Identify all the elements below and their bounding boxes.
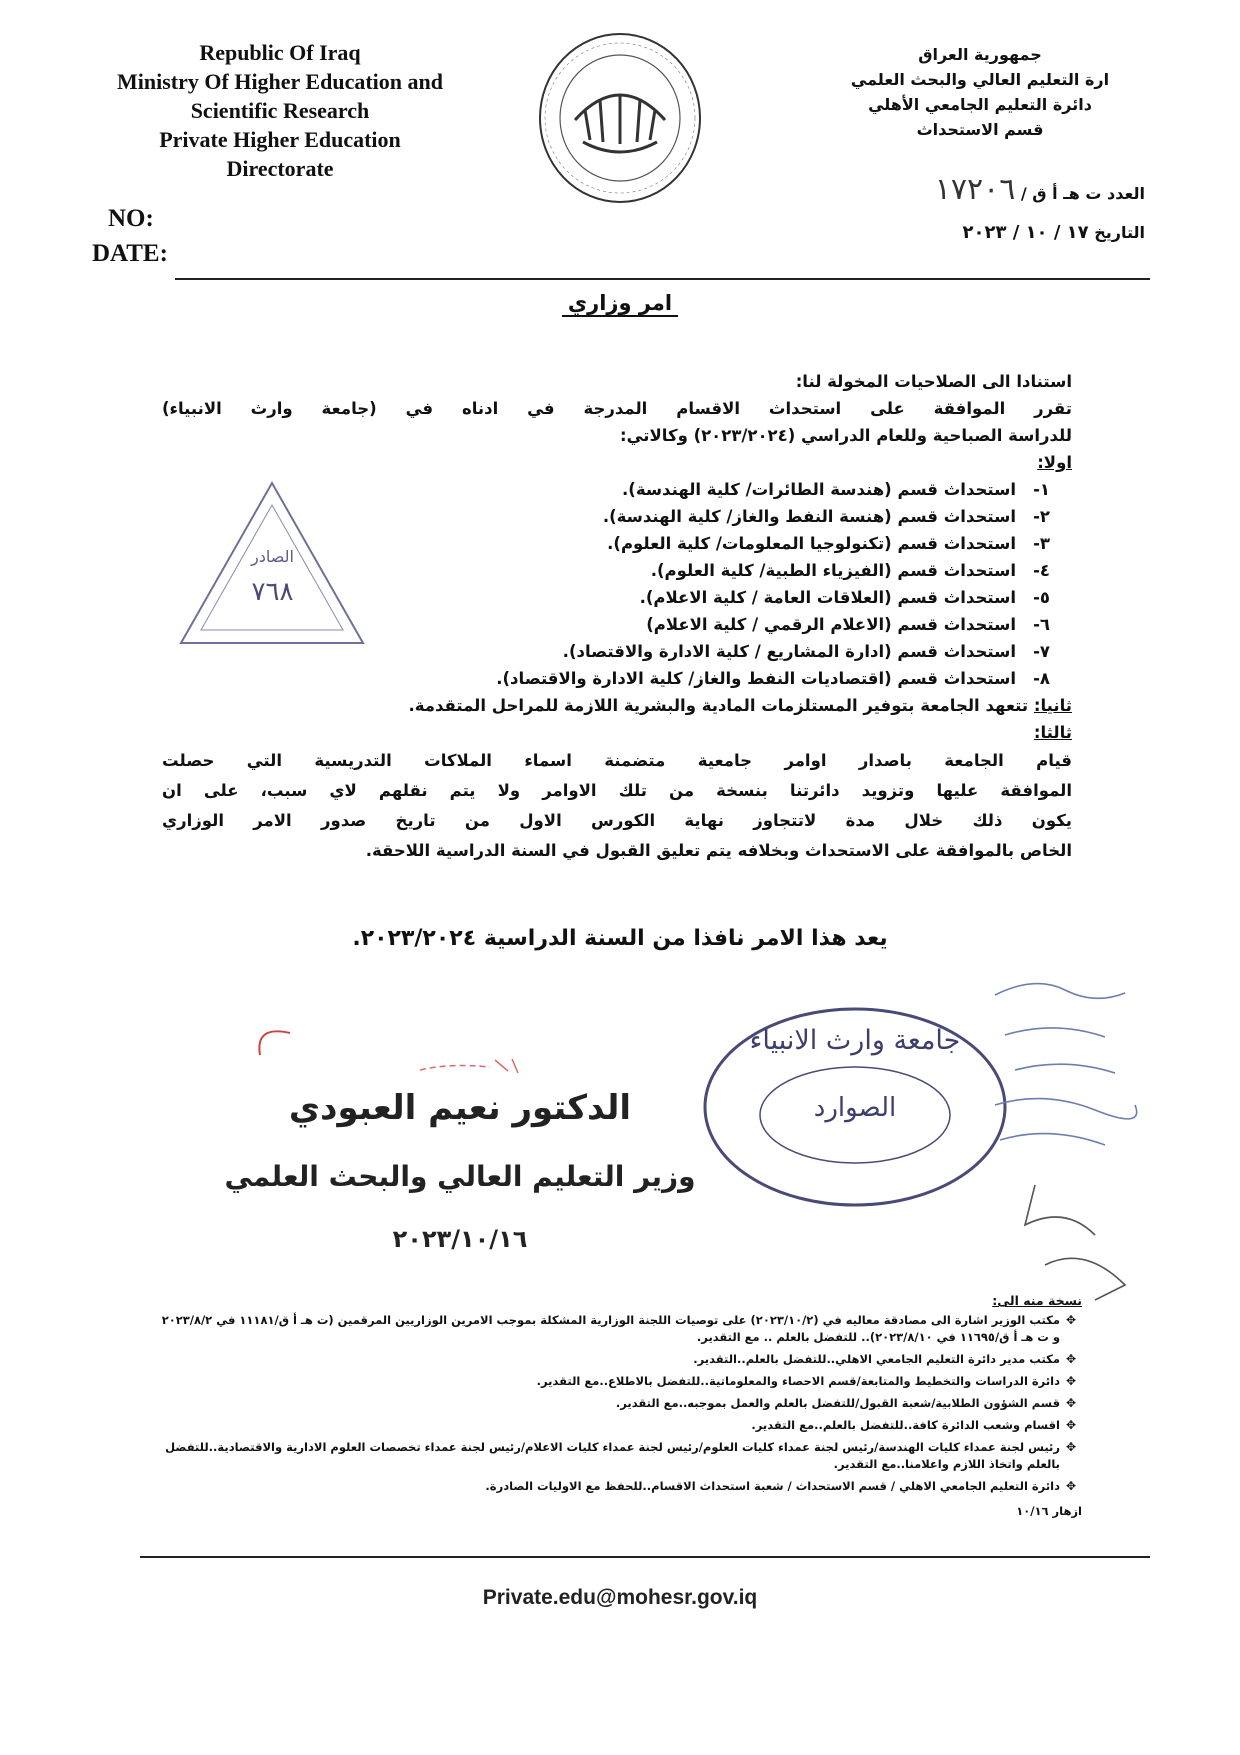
intro-text: استنادا الى الصلاحيات المخولة لنا: (795, 372, 1072, 391)
copy-to-label: نسخة منه الى: (992, 1293, 1082, 1308)
third-line: قيام الجامعة باصدار اوامر جامعية متضمنة اسماء الملاكات التدريسية التي حصلت (162, 751, 1072, 770)
en-header-line: Private Higher Education (159, 127, 401, 152)
minister-position: وزير التعليم العالي والبحث العلمي (224, 1160, 696, 1193)
red-handwriting-mark (250, 1015, 550, 1095)
list-item: ✥ مكتب الوزير اشارة الى مصادقة معاليه في (٢٠٢٣/١٠/٢) على توصيات اللجنة الوزارية المشكلة بموجب الامرين الوزاريين المرقمين (ت هـ أ ق/١١١٨١ في ٢٠٢٣/٨/٢ و ت هـ أ ق/١١٦٩٥ في ٢٠٢٣/٨/١٠).. للتفضل بالعلم .. مع التقدير. (152, 1312, 1082, 1346)
bullet-icon: ✥ (1065, 1396, 1077, 1410)
footer-divider (140, 1556, 1150, 1558)
bullet-icon: ✥ (1065, 1479, 1077, 1493)
arabic-letterhead (815, 42, 1145, 142)
list-item: ✥ مكتب مدير دائرة التعليم الجامعي الاهلي..للتفضل بالعلم..التقدير. (152, 1351, 1082, 1368)
footer-email: Private.edu@mohesr.gov.iq (482, 1586, 758, 1609)
header-divider (175, 278, 1150, 280)
list-item: ٢-استحداث قسم (هنسة النفط والغاز/ كلية الهندسة). (602, 507, 1050, 526)
order-body (162, 368, 1072, 866)
ar-header-line: دائرة التعليم الجامعي الأهلي (868, 95, 1092, 114)
english-letterhead (80, 38, 480, 183)
ar-header-line: جمهورية العراق (918, 45, 1042, 64)
approval-line-1: تقرر الموافقة على استحداث الاقسام المدرجة في ادناه في (جامعة وارث الانبياء) (162, 399, 1072, 418)
third-line: يكون ذلك خلال مدة لاتتجاوز نهاية الكورس الاول من تاريخ صدور الامر الوزاري (162, 811, 1072, 830)
bullet-icon: ✥ (1065, 1440, 1077, 1454)
handwritten-annotation (975, 965, 1150, 1335)
third-label: ثالثا: (1033, 723, 1072, 742)
date-label: DATE: (92, 240, 168, 267)
en-header-line: Ministry Of Higher Education and (117, 69, 443, 94)
ar-date-value: ١٧ / ١٠ / ٢٠٢٣ (962, 222, 1089, 243)
en-header-line: Republic Of Iraq (199, 40, 361, 65)
typist-initials: ازهار ١٠/١٦ (1016, 1504, 1082, 1518)
university-stamp-dept: الصوارد (813, 1093, 897, 1123)
list-item: ٦-استحداث قسم (الاعلام الرقمي / كلية الاعلام) (646, 615, 1050, 634)
bullet-icon: ✥ (1065, 1374, 1077, 1388)
approval-line-2: للدراسة الصباحية وللعام الدراسي (٢٠٢٣/٢٠٢٤) وكالاتي: (620, 426, 1072, 445)
third-line: الموافقة عليها وتزويد دائرتنا بنسخة من تلك الاوامر ولا يتم نقلهم لاي سبب، على ان (162, 781, 1072, 800)
signature-date: ٢٠٢٣/١٠/١٦ (392, 1225, 528, 1253)
bullet-icon: ✥ (1065, 1313, 1077, 1327)
list-item: ✥ رئيس لجنة عمداء كليات الهندسة/رئيس لجنة عمداء كليات العلوم/رئيس لجنة عمداء كليات الاعلام/رئيس لجنة عمداء تخصصات العلوم الادارية والاقتصادية..للتفضل بالعلم واتخاذ اللازم واعلامنا..مع التقدير. (152, 1439, 1082, 1473)
list-item: ٧-استحداث قسم (ادارة المشاريع / كلية الادارة والاقتصاد). (562, 642, 1050, 661)
received-stamp-text: الصادر (251, 547, 294, 566)
university-stamp (700, 1005, 1010, 1210)
list-item: ٥-استحداث قسم (العلاقات العامة / كلية الاعلام). (639, 588, 1050, 607)
effective-statement: يعد هذا الامر نافذا من السنة الدراسية ٢٠٢٣/٢٠٢٤. (352, 926, 888, 951)
bullet-icon: ✥ (1065, 1418, 1077, 1432)
list-item: ٤-استحداث قسم (الفيزياء الطبية/ كلية العلوم). (650, 561, 1050, 580)
no-label: NO: (108, 205, 154, 232)
ar-number-row (935, 172, 1145, 207)
first-label: اولا: (1037, 453, 1072, 472)
ar-number-label: العدد ت هـ أ ق / (1020, 184, 1145, 203)
received-stamp-number: ٧٦٨ (251, 577, 294, 607)
list-item: ١-استحداث قسم (هندسة الطائرات/ كلية الهندسة). (622, 480, 1050, 499)
second-clause: ثانيا: تتعهد الجامعة بتوفير المستلزمات المادية والبشرية اللازمة للمراحل المتقدمة. (408, 696, 1072, 715)
list-item: ٨-استحداث قسم (اقتصاديات النفط والغاز/ كلية الادارة والاقتصاد). (496, 669, 1050, 688)
ministry-seal (535, 30, 705, 205)
document-title: امر وزاري (0, 291, 1240, 315)
ar-header-line: ارة التعليم العالي والبحث العلمي (850, 70, 1110, 89)
ar-date-label: التاريخ (1094, 223, 1145, 242)
department-list (162, 476, 1072, 692)
list-item: ✥ قسم الشؤون الطلابية/شعبة القبول/للتفضل بالعلم والعمل بموجبه..مع التقدير. (152, 1395, 1082, 1412)
university-stamp-name: جامعة وارث الانبياء (749, 1025, 961, 1056)
list-item: ✥ اقسام وشعب الدائرة كافة..للتفضل بالعلم..مع التقدير. (152, 1417, 1082, 1434)
list-item: ٣-استحداث قسم (تكنولوجيا المعلومات/ كلية العلوم). (607, 534, 1050, 553)
bullet-icon: ✥ (1065, 1352, 1077, 1366)
ar-date-row (963, 222, 1146, 243)
en-header-line: Directorate (226, 156, 334, 181)
ar-header-line: قسم الاستحداث (916, 120, 1044, 139)
minister-name: الدكتور نعيم العبودي (288, 1088, 632, 1128)
list-item: ✥ دائرة التعليم الجامعي الاهلي / قسم الاستحداث / شعبة استحداث الاقسام..للحفظ مع الاوليات الصادرة. (152, 1478, 1082, 1495)
third-line: الخاص بالموافقة على الاستحداث وبخلافه يتم تعليق القبول في السنة الدراسية اللاحقة. (365, 841, 1072, 860)
third-clause (162, 746, 1072, 866)
ar-number-value: ١٧٢٠٦ (934, 172, 1016, 207)
list-item: ✥ دائرة الدراسات والتخطيط والمتابعة/قسم الاحصاء والمعلوماتية..للتفضل بالاطلاع..مع التقدير. (152, 1373, 1082, 1390)
en-header-line: Scientific Research (190, 98, 370, 123)
copy-to-section (152, 1292, 1082, 1520)
